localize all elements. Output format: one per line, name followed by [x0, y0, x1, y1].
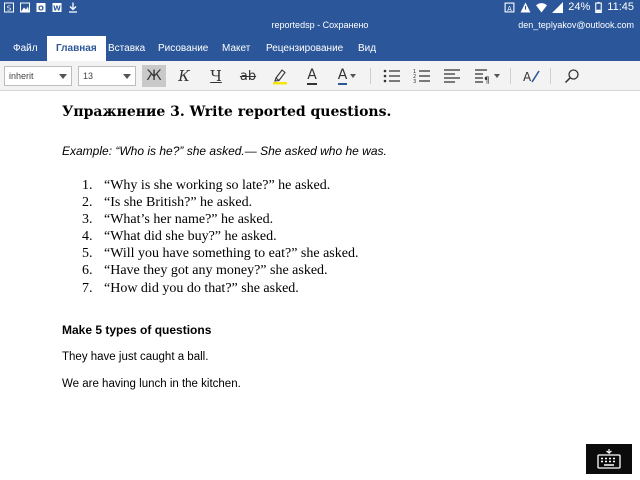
- svg-text:¶: ¶: [484, 76, 490, 84]
- highlighter-icon: [271, 67, 289, 85]
- text-effects-button[interactable]: [332, 65, 362, 87]
- numbering-button[interactable]: [410, 65, 434, 87]
- bullets-button[interactable]: [380, 65, 404, 87]
- system-status: [504, 1, 634, 13]
- download-icon: [68, 2, 78, 13]
- wifi-icon: [536, 2, 547, 13]
- search-icon: [564, 68, 580, 84]
- bold-button[interactable]: [142, 65, 166, 87]
- notification-app-icon: [4, 2, 14, 13]
- underline-icon: Ч: [210, 67, 222, 85]
- find-button[interactable]: [560, 65, 584, 87]
- example-line: Example: “Who is he?” she asked.— She asked who he was.: [62, 144, 387, 158]
- clock-time: 11:45: [607, 1, 634, 13]
- toolbar-divider: [370, 68, 371, 84]
- exercise-heading: Упражнение 3. Write reported questions.: [62, 104, 392, 120]
- list-item: 2. “Is she British?” he asked.: [82, 195, 253, 211]
- svg-text:S: S: [6, 4, 12, 13]
- ribbon-tabs: [0, 36, 640, 61]
- list-item: 1. “Why is she working so late?” he asked.: [82, 178, 331, 193]
- section-subheading: Make 5 types of questions: [62, 323, 212, 337]
- document-title[interactable]: reportedsp - Сохранено: [271, 20, 369, 30]
- keyboard-icon: [597, 449, 621, 469]
- tab-home[interactable]: Главная: [47, 36, 106, 61]
- paragraph-styles-button[interactable]: [472, 65, 502, 87]
- title-bar: [0, 17, 640, 36]
- list-item: 5. “Will you have something to eat?” she asked.: [82, 246, 359, 262]
- font-name-dropdown[interactable]: [4, 66, 72, 86]
- text-effects-icon: A: [337, 66, 348, 83]
- svg-text:2: 2: [413, 74, 417, 80]
- battery-icon: [595, 2, 602, 13]
- styles-pen-icon: [523, 67, 541, 85]
- font-color-button[interactable]: [300, 65, 324, 87]
- svg-text:W: W: [53, 4, 61, 13]
- show-keyboard-button[interactable]: [586, 444, 632, 474]
- tab-view[interactable]: Вид: [358, 43, 377, 54]
- questions-list: [82, 178, 358, 298]
- paragraph-icon: [474, 68, 492, 84]
- notification-icons: [4, 2, 78, 13]
- tab-layout[interactable]: Макет: [222, 43, 251, 54]
- document-canvas[interactable]: [0, 92, 640, 480]
- word-app-icon: [52, 2, 62, 13]
- toolbar-divider: [550, 68, 551, 84]
- tab-review[interactable]: Рецензирование: [266, 43, 344, 54]
- svg-text:3: 3: [413, 79, 417, 84]
- align-left-icon: [443, 68, 461, 84]
- strikethrough-button[interactable]: [236, 65, 260, 87]
- formatting-toolbar: [0, 61, 640, 91]
- signal-icon: [552, 2, 563, 13]
- highlight-button[interactable]: [268, 65, 292, 87]
- gallery-icon: [20, 2, 30, 13]
- chevron-down-icon: [350, 74, 356, 78]
- align-left-button[interactable]: [440, 65, 464, 87]
- svg-text:1: 1: [413, 69, 417, 75]
- chevron-down-icon: [59, 74, 67, 79]
- italic-icon: К: [178, 67, 190, 85]
- sentence-one: They have just caught a ball.: [62, 351, 209, 363]
- account-email[interactable]: den_teplyakov@outlook.com: [518, 20, 634, 30]
- styles-button[interactable]: [520, 65, 544, 87]
- outlook-icon: [36, 2, 46, 13]
- tab-draw[interactable]: Рисование: [158, 43, 209, 54]
- card-icon: [504, 2, 515, 13]
- tab-insert[interactable]: Вставка: [108, 43, 146, 54]
- bullet-list-icon: [383, 68, 401, 84]
- list-item: 6. “Have they got any money?” she asked.: [82, 263, 328, 279]
- sentence-two: We are having lunch in the kitchen.: [62, 378, 241, 390]
- svg-text:A: A: [507, 4, 513, 13]
- font-name-value: inherit: [9, 71, 34, 81]
- battery-percent: 24%: [568, 1, 591, 13]
- status-bar: [0, 0, 640, 17]
- font-size-value: 13: [83, 71, 94, 81]
- svg-text:A: A: [523, 70, 532, 84]
- chevron-down-icon: [494, 74, 500, 78]
- font-size-dropdown[interactable]: [78, 66, 136, 86]
- numbered-list-icon: [413, 68, 431, 84]
- tab-file[interactable]: Файл: [13, 43, 38, 54]
- font-color-icon: A: [307, 66, 317, 83]
- svg-text:O: O: [38, 4, 44, 13]
- list-item: 3. “What’s her name?” he asked.: [82, 212, 274, 228]
- chevron-down-icon: [123, 74, 131, 79]
- list-item: 4. “What did she buy?” he asked.: [82, 229, 277, 245]
- list-item: 7. “How did you do that?” she asked.: [82, 280, 299, 296]
- italic-button[interactable]: [172, 65, 196, 87]
- alert-icon: [520, 2, 531, 13]
- bold-icon: Ж: [146, 68, 162, 84]
- toolbar-divider: [510, 68, 511, 84]
- strikethrough-icon: ab: [239, 68, 257, 84]
- underline-button[interactable]: [204, 65, 228, 87]
